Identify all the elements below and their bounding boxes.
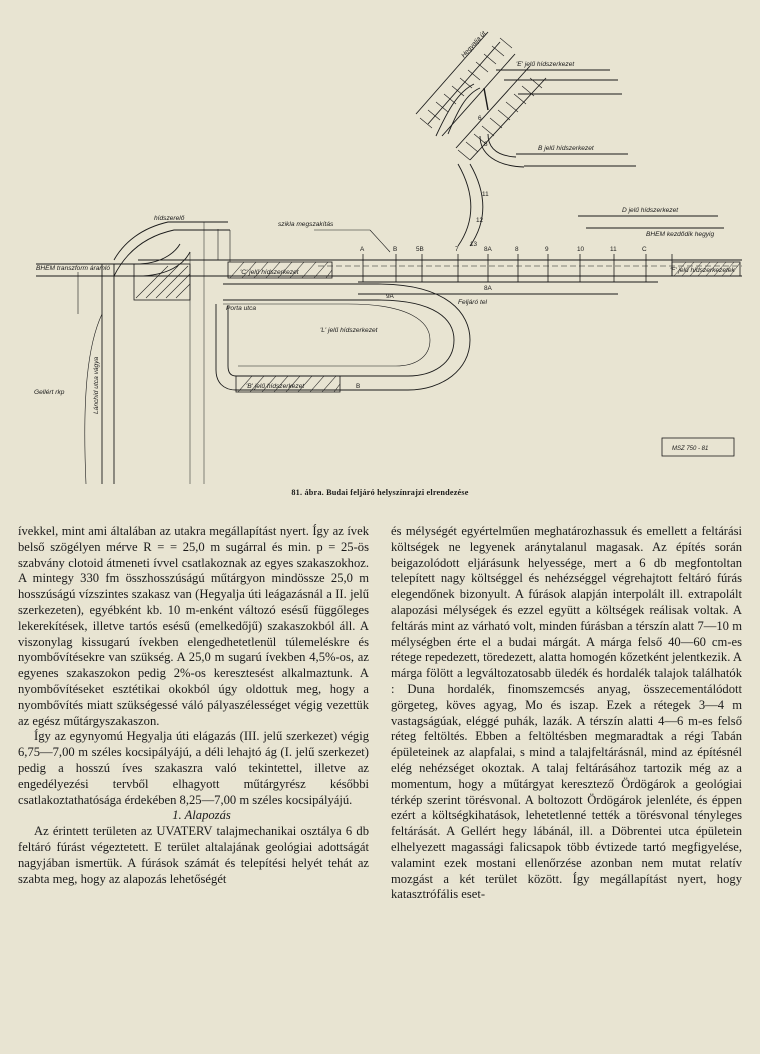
figure-container (18, 14, 742, 514)
label-structure-e: 'E' jelű hídszerkezet (516, 61, 575, 68)
curve-mark: B (356, 383, 361, 390)
label-hegyalja-ut: Hegyalja út (460, 30, 488, 60)
label-lanchid-utca: Lánchíd utca vágya (93, 356, 100, 414)
structure-ii (578, 216, 724, 228)
station-mark: 11 (610, 246, 617, 253)
left-column (18, 524, 369, 903)
curve-mark: 11 (482, 191, 489, 198)
label-bhem-kezdodik: BHEM kezdődik hegyig (646, 231, 715, 238)
label-stamp: MSZ 750 - 81 (672, 446, 709, 452)
curve-mark: 13 (470, 241, 478, 248)
gellert-area (36, 222, 230, 484)
station-mark: 9 (545, 246, 549, 253)
station-mark: 8 (515, 246, 519, 253)
structure-e (484, 70, 622, 110)
figure-caption: 81. ábra. Budai feljáró helyszínrajzi elrendezése (291, 488, 469, 497)
label-structure-b-lower: 'B' jelű hídszerkezet (246, 383, 305, 390)
curve-mark: 12 (476, 217, 484, 224)
label-feljaro-tel: Feljáró tel (458, 299, 487, 306)
label-porta-utca: Porta utca (226, 305, 257, 312)
paragraph: Így az egynyomú Hegyalja úti elágazás (III. jelű szerkezet) végig 6,75—7,00 m széles kocsipályájú, a déli lehajtó ág (I. jelű szerkezet) pedig a hosszú íves szakaszra való tekintettel, illetve az engedélyezési tervből elhagyott műtárgyrész későbbi csatlakoztathatósága érdekében 8,25—7,00 m széles kocsipályájú. (18, 729, 369, 807)
body-text (18, 524, 742, 903)
hatched-left (134, 264, 190, 300)
paragraph: ívekkel, mint ami általában az utakra megállapítást nyert. Így az ívek belső szögélyen mérve R = = 25,0 m sugárral és min. p = 25-ös szabvány clotoid átmeneti ívvel csatlakoznak az egyes szakaszokhoz. A mintegy 330 fm összhosszúságú műtárgyon mindössze 25,0 m hosszúságú vízszintes szakasz van (Hegyalja úti leágazásnál a II. jelű szerkezeten), egyébként kb. 10 m-enként változó esésű függőleges lekerekítések, illetve tartós esésű (emelkedőjű) szakaszokból áll. A viszonylag kissugarú ívekben elengedhetetlenül túlemeléskre és nyombővítésekre van szükség. A 25,0 m sugarú ívekben 4,5%-os, az egyenes szakaszokon pedig 2%-os keresztesést alkalmaztunk. A nyombővítéseket esztétikai okokból úgy oldottuk meg, hogy a nyombővítés miatt szükségessé váló pályaszélességet végig vezettük az egész műtárgyszakaszon. (18, 524, 369, 728)
curve-mark: 6 (478, 115, 482, 122)
station-mark: 8A (484, 246, 492, 253)
main-corridor (138, 260, 742, 294)
label-gellert-rkp: Gellért rkp (34, 389, 65, 396)
curve-mark: 9A (386, 293, 394, 300)
station-mark: B (393, 246, 398, 253)
curve-mark: 8 (484, 141, 488, 148)
station-mark: 5B (416, 246, 424, 253)
station-mark: A (360, 246, 365, 253)
right-column (391, 524, 742, 903)
label-bhem-transzform: BHEM transzform áramló (36, 265, 111, 272)
label-structure-l: 'L' jelű hídszerkezet (320, 327, 378, 334)
label-structure-f: 'F' jelű hídszerkezetek (670, 267, 735, 274)
label-szikla: szikla megszakítás (278, 221, 334, 228)
section-heading: 1. Alapozás (172, 808, 231, 823)
station-ticks (363, 254, 672, 282)
loop-l (216, 284, 470, 390)
label-hidszerelo: hídszerelő (154, 215, 185, 222)
szikla-pointer (314, 230, 390, 252)
curve-mark: 8A (484, 285, 492, 292)
label-structure-ii: D jelű hídszerkezet (622, 207, 679, 214)
station-mark: C (642, 246, 647, 253)
paragraph: és mélységét egyértelműen meghatározhassuk és emellett a feltárási költségek ne legyenek aránytalanul magasak. Az építés során beigazolódott eljárásunk helyessége, mert a 6 db megfontoltan telepített nagy költséggel és nehézséggel végrehajtott feltáró fúrás elegendőnek bizonyult. A fúrások alapján interpolált ill. extrapolált alapozási mélységek és ezzel együtt a költségek reálisak voltak. A feltárás mint az várható volt, minden fúrásban a térszín alatt 7—10 m mélységben érte el a budai márgát. A márga felső 40—60 cm-es rétege repedezett, töredezett, alatta homogén kőzetként jelentkezik. A márga fölött a legváltozatosabb üledék és hordalék talajok találhatók : Duna hordalék, finomszemcsés anyag, összecementálódott görgeteg, köves agyag, Mo és iszap. Ezek a rétegek 3—4 m vastagságúak, eléggé puhák, lazák. A térszín alatti 4—6 m-es felső réteg feltöltés. Ebben a feltöltésben megmaradtak a régi Tabán épületeinek az alapfalai, s mind a talajfeltárásnál, mind az építésnél elég nehézséget okoztak. A talaj feltárásához tartozik még az a momentum, hogy a műtárgyat keresztező Ördögárok a geológiai térkép szerint törésvonal. A boltozott Ördögárok jelenléte, és éppen ezért a költségkihatások, lehetetlenné tették a törésvonal tényleges feltárását. A Gellért hegy lábánál, ill. a Döbrentei utca épületein elhelyezett magassági falicsapok több évtizede tartó megfigyelése, valamint ezek mostani ellenőrzése azonban nem mutat relatív mozgást a két terület között. Így megállapítást nyert, hogy katasztrófális eset- (391, 524, 742, 902)
ramp-detail (190, 222, 430, 484)
station-mark: 10 (577, 246, 585, 253)
station-mark: 7 (455, 246, 459, 253)
site-plan-drawing (18, 14, 742, 484)
label-structure-b: B jelű hídszerkezet (538, 145, 594, 152)
label-structure-c: 'C' jelű hídszerkezet (240, 269, 299, 276)
hegyalja-branch (416, 32, 546, 160)
paragraph: Az érintett területen az UVATERV talajmechanikai osztálya 6 db feltáró fúrást végeztetett. E terület altalajának geológiai adottságát nagyjában ismertük. A fúrások számát és telepítési helyét tehát az szabta meg, hogy az alapozás lehetőségét (18, 824, 369, 886)
